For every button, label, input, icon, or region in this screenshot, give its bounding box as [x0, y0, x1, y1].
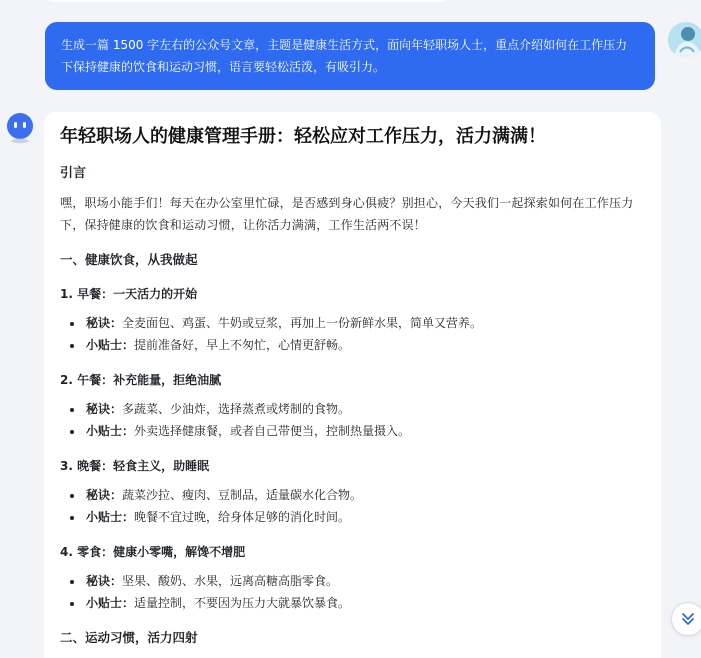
tip-label: 小贴士： [86, 424, 135, 438]
list-item [84, 506, 645, 528]
tip-label: 秘诀： [86, 574, 123, 588]
robot-avatar-icon [4, 112, 36, 144]
user-avatar[interactable] [668, 22, 701, 58]
chevron-double-down-icon [680, 611, 696, 627]
tips-list [60, 570, 645, 614]
list-item [84, 334, 645, 356]
previous-message-card [44, 0, 450, 2]
meal-block-dinner [60, 456, 645, 528]
tip-label: 秘诀： [86, 488, 123, 502]
tip-label: 小贴士： [86, 338, 135, 352]
list-item [84, 570, 645, 592]
meal-block-lunch [60, 370, 645, 442]
tips-list [60, 484, 645, 528]
article-title: 年轻职场人的健康管理手册：轻松应对工作压力，活力满满！ [60, 126, 546, 147]
intro-paragraph: 嘿，职场小能手们！每天在办公室里忙碌，是否感到身心俱疲？别担心，今天我们一起探索如何在工作压力下，保持健康的饮食和运动习惯，让你活力满满，工作生活两不误！ [60, 196, 634, 232]
list-item [84, 592, 645, 614]
assistant-answer-card [44, 112, 661, 658]
tips-list [60, 398, 645, 442]
tip-text: 提前准备好，早上不匆忙，心情更舒畅。 [134, 338, 351, 352]
tip-text: 外卖选择健康餐，或者自己带便当，控制热量摄入。 [134, 424, 411, 438]
section-heading-diet: 一、健康饮食，从我做起 [60, 252, 198, 267]
assistant-avatar [4, 112, 36, 144]
tip-label: 秘诀： [86, 316, 123, 330]
tip-text: 全麦面包、鸡蛋、牛奶或豆浆，再加上一份新鲜水果，简单又营养。 [122, 316, 483, 330]
list-item [84, 484, 645, 506]
tip-text: 坚果、酸奶、水果，远离高糖高脂零食。 [122, 574, 339, 588]
tip-text: 适量控制，不要因为压力大就暴饮暴食。 [134, 596, 351, 610]
intro-heading: 引言 [60, 166, 87, 181]
tip-label: 秘诀： [86, 402, 123, 416]
meal-heading: 2. 午餐：补充能量，拒绝油腻 [60, 373, 222, 387]
meal-block-breakfast [60, 284, 645, 356]
meal-block-snacks [60, 542, 645, 614]
section-heading-exercise: 二、运动习惯，活力四射 [60, 630, 198, 645]
meal-heading: 4. 零食：健康小零嘴，解馋不增肥 [60, 545, 246, 559]
meal-heading: 1. 早餐：一天活力的开始 [60, 287, 198, 301]
tips-list [60, 312, 645, 356]
user-avatar-image [668, 22, 701, 58]
user-message-row [0, 22, 701, 90]
list-item [84, 420, 645, 442]
user-message-bubble: 生成一篇 1500 字左右的公众号文章，主题是健康生活方式，面向年轻职场人士，重点介绍如何在工作压力下保持健康的饮食和运动习惯，语言要轻松活泼，有吸引力。 [45, 22, 655, 90]
scroll-to-bottom-button[interactable] [671, 602, 701, 636]
meal-heading: 3. 晚餐：轻食主义，助睡眠 [60, 459, 210, 473]
tip-text: 多蔬菜、少油炸，选择蒸煮或烤制的食物。 [122, 402, 351, 416]
tip-label: 小贴士： [86, 510, 135, 524]
tip-text: 蔬菜沙拉、瘦肉、豆制品，适量碳水化合物。 [122, 488, 363, 502]
tip-text: 晚餐不宜过晚，给身体足够的消化时间。 [134, 510, 351, 524]
tip-label: 小贴士： [86, 596, 135, 610]
list-item [84, 398, 645, 420]
list-item [84, 312, 645, 334]
